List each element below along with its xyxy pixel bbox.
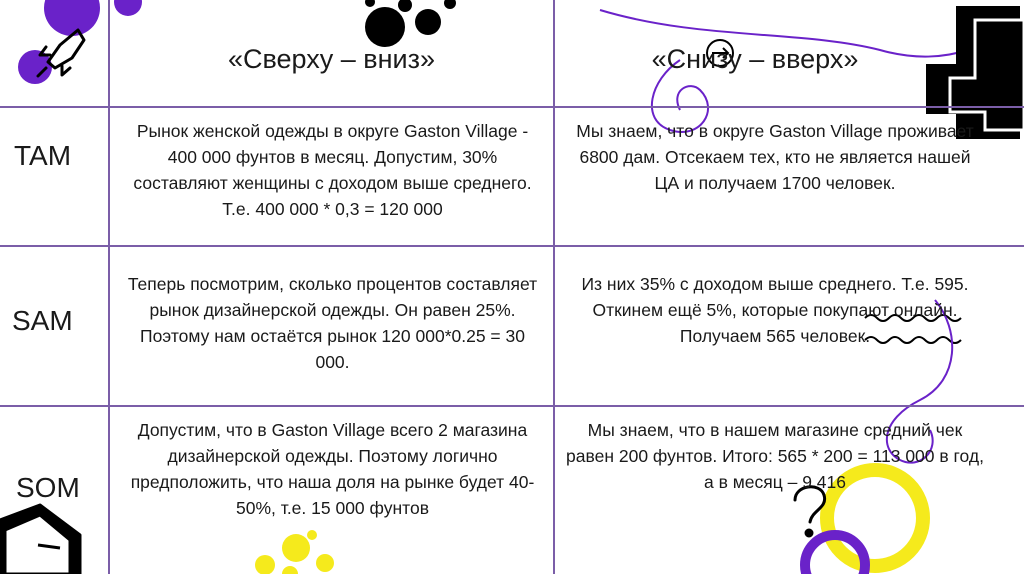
cell-tam-top-down (120, 118, 545, 222)
grid-horizontal-mid (0, 245, 1024, 247)
yellow-dot (282, 566, 298, 574)
grid-vertical-left (108, 0, 110, 574)
cell-text: Рынок женской одежды в округе Gaston Village - 400 000 фунтов в месяц. Допустим, 30% составляют женщины с доходом выше среднего. Т.е. 400 000 * 0,3 = 120 000 (133, 121, 532, 219)
cell-tam-bottom-up (565, 118, 985, 196)
cell-sam-bottom-up (575, 271, 975, 349)
yellow-dot (282, 534, 310, 562)
cell-text: Мы знаем, что в нашем магазине средний чек равен 200 фунтов. Итого: 565 * 200 = 113 000 в год, а в месяц – 9 416 (566, 420, 984, 492)
black-dot (365, 7, 405, 47)
purple-circle-large (44, 0, 100, 36)
black-dot (444, 0, 456, 9)
black-dot (415, 9, 441, 35)
black-dot (365, 0, 375, 7)
box-icon (0, 505, 80, 574)
cell-sam-top-down (125, 271, 540, 375)
row-label-sam: SAM (12, 305, 73, 336)
rocket-icon (38, 30, 84, 76)
purple-circle-small (114, 0, 142, 16)
cell-text: Мы знаем, что в округе Gaston Village проживает 6800 дам. Отсекаем тех, кто не является нашей ЦА и получаем 1700 человек. (576, 121, 974, 193)
header-bottom-up: «Снизу – вверх» (651, 44, 859, 74)
header-top-down: «Сверху – вниз» (227, 44, 436, 74)
cell-som-bottom-up (565, 417, 985, 495)
yellow-dot (255, 555, 275, 574)
cell-som-top-down (125, 417, 540, 521)
row-label-som: SOM (16, 472, 80, 503)
cell-text: Допустим, что в Gaston Village всего 2 магазина дизайнерской одежды. Поэтому логично предположить, что наша доля на рынке будет 40-50%, т.е. 15 000 фунтов (130, 420, 535, 518)
yellow-dot (316, 554, 334, 572)
grid-horizontal-bottom (0, 405, 1024, 407)
grid-vertical-center (553, 0, 555, 574)
grid-horizontal-top (0, 106, 1024, 108)
cell-text: Из них 35% с доходом выше среднего. Т.е. 595. Откинем ещё 5%, которые покупают онлайн. Получаем 565 человек. (581, 274, 969, 346)
row-label-tam: TAM (14, 140, 72, 171)
black-dot (398, 0, 412, 12)
yellow-dot (307, 530, 317, 540)
cell-text: Теперь посмотрим, сколько процентов составляет рынок дизайнерской одежды. Он равен 25%. Поэтому нам остаётся рынок 120 000*0.25 = 30 000. (127, 274, 538, 372)
